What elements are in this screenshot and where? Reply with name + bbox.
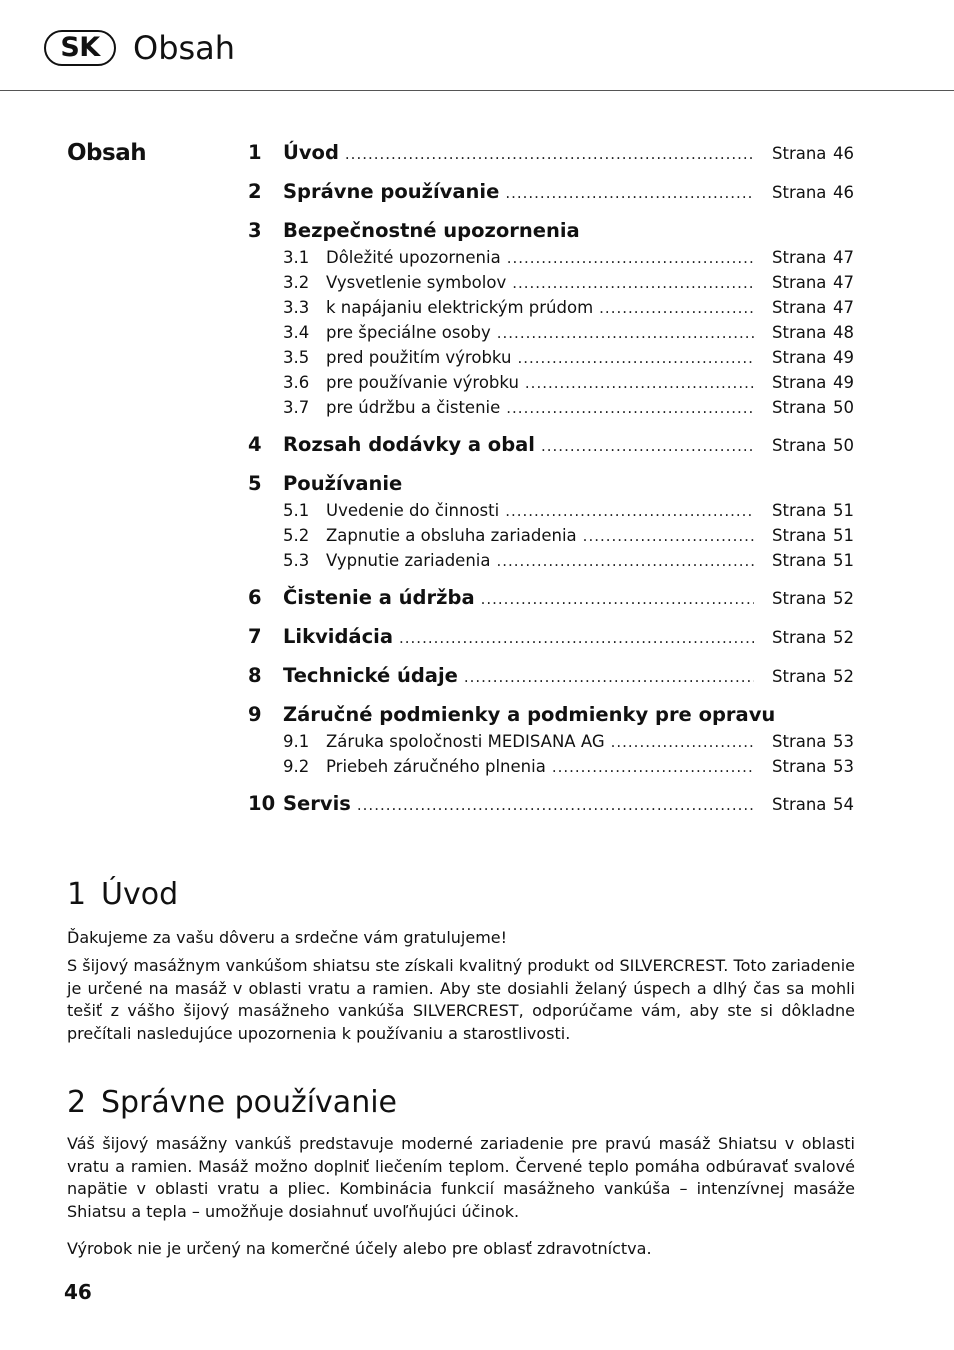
toc-entry-label: k napájaniu elektrickým prúdom (326, 298, 594, 317)
toc-entry-label: Zapnutie a obsluha zariadenia (326, 526, 577, 545)
section-2-heading: Správne používanie (101, 1085, 398, 1120)
section-1-title (67, 876, 178, 914)
toc-page-ref (772, 370, 854, 395)
toc-page-word: Strana (772, 501, 827, 520)
toc-leader-dots (481, 585, 754, 613)
section-2-title (67, 1084, 397, 1122)
toc-entry-label: Bezpečnostné upozornenia (283, 219, 580, 242)
toc-page-word: Strana (772, 551, 827, 570)
toc-leader-dots (552, 755, 754, 780)
toc-page-word: Strana (772, 757, 827, 776)
toc-page-ref (772, 245, 854, 270)
toc-page-ref (772, 320, 854, 345)
toc-page-number: 51 (833, 501, 854, 520)
toc-entry-label: Likvidácia (283, 625, 393, 648)
toc-entry-number: 3.7 (283, 398, 310, 417)
toc-page-ref (772, 179, 854, 207)
toc-leader-dots (541, 432, 754, 460)
toc-subentry (248, 370, 854, 395)
table-of-contents (248, 139, 854, 818)
toc-page-ref (772, 395, 854, 420)
toc-entry-label: Vysvetlenie symbolov (326, 273, 507, 292)
toc-leader-dots (512, 271, 754, 296)
toc-subentry (248, 395, 854, 420)
toc-page-word: Strana (772, 436, 827, 455)
toc-page-word: Strana (772, 248, 827, 267)
toc-leader-dots (583, 524, 754, 549)
toc-page-word: Strana (772, 144, 827, 163)
toc-page-ref (772, 295, 854, 320)
toc-entry-label: Servis (283, 792, 351, 815)
toc-entry-number: 6 (248, 586, 262, 609)
toc-entry-label: Úvod (283, 141, 339, 164)
toc-page-number: 49 (833, 373, 854, 392)
toc-leader-dots (497, 321, 754, 346)
toc-page-ref (772, 624, 854, 652)
toc-entry (248, 623, 854, 651)
toc-page-ref (772, 498, 854, 523)
toc-page-word: Strana (772, 183, 827, 202)
toc-entry-number: 10 (248, 792, 276, 815)
toc-page-ref (772, 432, 854, 460)
toc-entry-number: 9.2 (283, 757, 310, 776)
section-2-number: 2 (67, 1085, 87, 1120)
toc-entry-label: Správne používanie (283, 180, 500, 203)
toc-entry (248, 139, 854, 167)
toc-page-word: Strana (772, 628, 827, 647)
toc-subentry (248, 245, 854, 270)
section-2-paragraph-2: Výrobok nie je určený na komerčné účely alebo pre oblasť zdravotníctva. (67, 1239, 652, 1258)
toc-entry-label: Záručné podmienky a podmienky pre opravu (283, 703, 776, 726)
toc-entry-number: 3.3 (283, 298, 310, 317)
section-1-paragraph-2: S šijový masážnym vankúšom shiatsu ste získali kvalitný produkt od SILVERCREST. Toto zariadenie je určené na masáž v oblasti vratu a ramien. Aby ste dosiahli želaný úspech a dlhý čas sa mohli tešiť z vášho šijový masážneho vankúša SILVERCREST, odporúčame vám, aby ste si dôkladne prečítali nasledujúce upozornenia k používaniu a starostlivosti. (67, 956, 855, 1044)
toc-leader-dots (599, 296, 754, 321)
toc-entry (248, 701, 854, 729)
toc-page-word: Strana (772, 398, 827, 417)
page-number: 46 (64, 1280, 92, 1304)
toc-entry-number: 3.2 (283, 273, 310, 292)
toc-subentry (248, 523, 854, 548)
toc-entry (248, 662, 854, 690)
toc-page-ref (772, 523, 854, 548)
toc-page-number: 49 (833, 348, 854, 367)
toc-entry-number: 9.1 (283, 732, 310, 751)
toc-leader-dots (496, 549, 754, 574)
toc-entry-label: Čistenie a údržba (283, 586, 475, 609)
toc-subentry (248, 295, 854, 320)
toc-leader-dots (517, 346, 754, 371)
toc-subentry (248, 548, 854, 573)
toc-subentry (248, 345, 854, 370)
toc-page-ref (772, 729, 854, 754)
toc-page-word: Strana (772, 795, 827, 814)
toc-page-word: Strana (772, 732, 827, 751)
toc-entry-label: Priebeh záručného plnenia (326, 757, 546, 776)
toc-page-word: Strana (772, 526, 827, 545)
toc-page-word: Strana (772, 298, 827, 317)
toc-leader-dots (505, 179, 754, 207)
toc-page-number: 47 (833, 298, 854, 317)
toc-entry-label: Technické údaje (283, 664, 458, 687)
header-title: Obsah (133, 29, 236, 67)
toc-entry-label: Uvedenie do činnosti (326, 501, 500, 520)
toc-page-ref (772, 345, 854, 370)
toc-entry-number: 9 (248, 703, 262, 726)
toc-entry-number: 5.3 (283, 551, 310, 570)
toc-entry-number: 8 (248, 664, 262, 687)
toc-entry (248, 178, 854, 206)
toc-entry-number: 3.6 (283, 373, 310, 392)
toc-page-word: Strana (772, 589, 827, 608)
toc-entry-number: 7 (248, 625, 262, 648)
toc-page-word: Strana (772, 667, 827, 686)
toc-entry (248, 584, 854, 612)
toc-page-number: 47 (833, 273, 854, 292)
toc-entry (248, 217, 854, 245)
toc-entry-label: pre používanie výrobku (326, 373, 519, 392)
toc-page-number: 46 (833, 183, 854, 202)
toc-entry-number: 3 (248, 219, 262, 242)
toc-leader-dots (525, 371, 754, 396)
toc-entry-label: Používanie (283, 472, 403, 495)
toc-entry-number: 3.1 (283, 248, 310, 267)
toc-subentry (248, 270, 854, 295)
toc-page-ref (772, 548, 854, 573)
page-header (0, 0, 954, 91)
toc-entry-number: 5.1 (283, 501, 310, 520)
toc-page-number: 47 (833, 248, 854, 267)
toc-entry (248, 431, 854, 459)
toc-entry-number: 5 (248, 472, 262, 495)
toc-page-number: 52 (833, 589, 854, 608)
toc-page-ref (772, 754, 854, 779)
toc-subentry (248, 320, 854, 345)
toc-entry (248, 470, 854, 498)
section-2-paragraph-1: Váš šijový masážny vankúš predstavuje moderné zariadenie pre pravú masáž Shiatsu v oblasti vratu a ramien. Masáž možno doplniť liečením teplom. Červené teplo pomáha odbúravať svalové napätie v oblasti vratu a pliec. Kombinácia funkcií masážneho vankúša – intenzívnej masáže Shiatsu a tepla – umožňuje dosiahnuť uvoľňujúci účinok. (67, 1134, 855, 1222)
toc-entry-number: 3.5 (283, 348, 310, 367)
language-badge: SK (44, 30, 116, 66)
toc-entry-label: pre špeciálne osoby (326, 323, 491, 342)
toc-entry-number: 1 (248, 141, 262, 164)
section-1-paragraph-1: Ďakujeme za vašu dôveru a srdečne vám gratulujeme! (67, 928, 508, 947)
toc-page-number: 46 (833, 144, 854, 163)
toc-page-word: Strana (772, 323, 827, 342)
toc-page-ref (772, 585, 854, 613)
toc-page-word: Strana (772, 348, 827, 367)
toc-entry-label: pred použitím výrobku (326, 348, 512, 367)
toc-entry-number: 5.2 (283, 526, 310, 545)
toc-entry-label: Záruka spoločnosti MEDISANA AG (326, 732, 605, 751)
toc-leader-dots (464, 663, 754, 691)
toc-entry-label: pre údržbu a čistenie (326, 398, 501, 417)
toc-page-ref (772, 791, 854, 819)
toc-leader-dots (507, 246, 754, 271)
toc-heading: Obsah (67, 140, 147, 166)
toc-page-number: 48 (833, 323, 854, 342)
toc-entry-number: 3.4 (283, 323, 310, 342)
toc-page-number: 50 (833, 398, 854, 417)
toc-page-ref (772, 663, 854, 691)
section-1-heading: Úvod (101, 877, 179, 912)
toc-page-number: 51 (833, 526, 854, 545)
toc-subentry (248, 498, 854, 523)
toc-page-word: Strana (772, 273, 827, 292)
toc-page-number: 54 (833, 795, 854, 814)
toc-entry-number: 2 (248, 180, 262, 203)
toc-leader-dots (345, 140, 754, 168)
toc-entry-label: Vypnutie zariadenia (326, 551, 491, 570)
toc-entry-label: Dôležité upozornenia (326, 248, 501, 267)
toc-leader-dots (399, 624, 754, 652)
toc-page-number: 52 (833, 667, 854, 686)
section-1-number: 1 (67, 877, 87, 912)
toc-entry (248, 790, 854, 818)
toc-leader-dots (357, 791, 754, 819)
toc-page-number: 52 (833, 628, 854, 647)
toc-leader-dots (506, 396, 754, 421)
toc-leader-dots (505, 499, 754, 524)
toc-page-number: 53 (833, 757, 854, 776)
toc-page-number: 51 (833, 551, 854, 570)
toc-subentry (248, 729, 854, 754)
toc-page-number: 53 (833, 732, 854, 751)
toc-page-ref (772, 270, 854, 295)
toc-entry-number: 4 (248, 433, 262, 456)
toc-page-number: 50 (833, 436, 854, 455)
toc-leader-dots (611, 730, 754, 755)
toc-page-ref (772, 140, 854, 168)
toc-subentry (248, 754, 854, 779)
toc-entry-label: Rozsah dodávky a obal (283, 433, 535, 456)
toc-page-word: Strana (772, 373, 827, 392)
